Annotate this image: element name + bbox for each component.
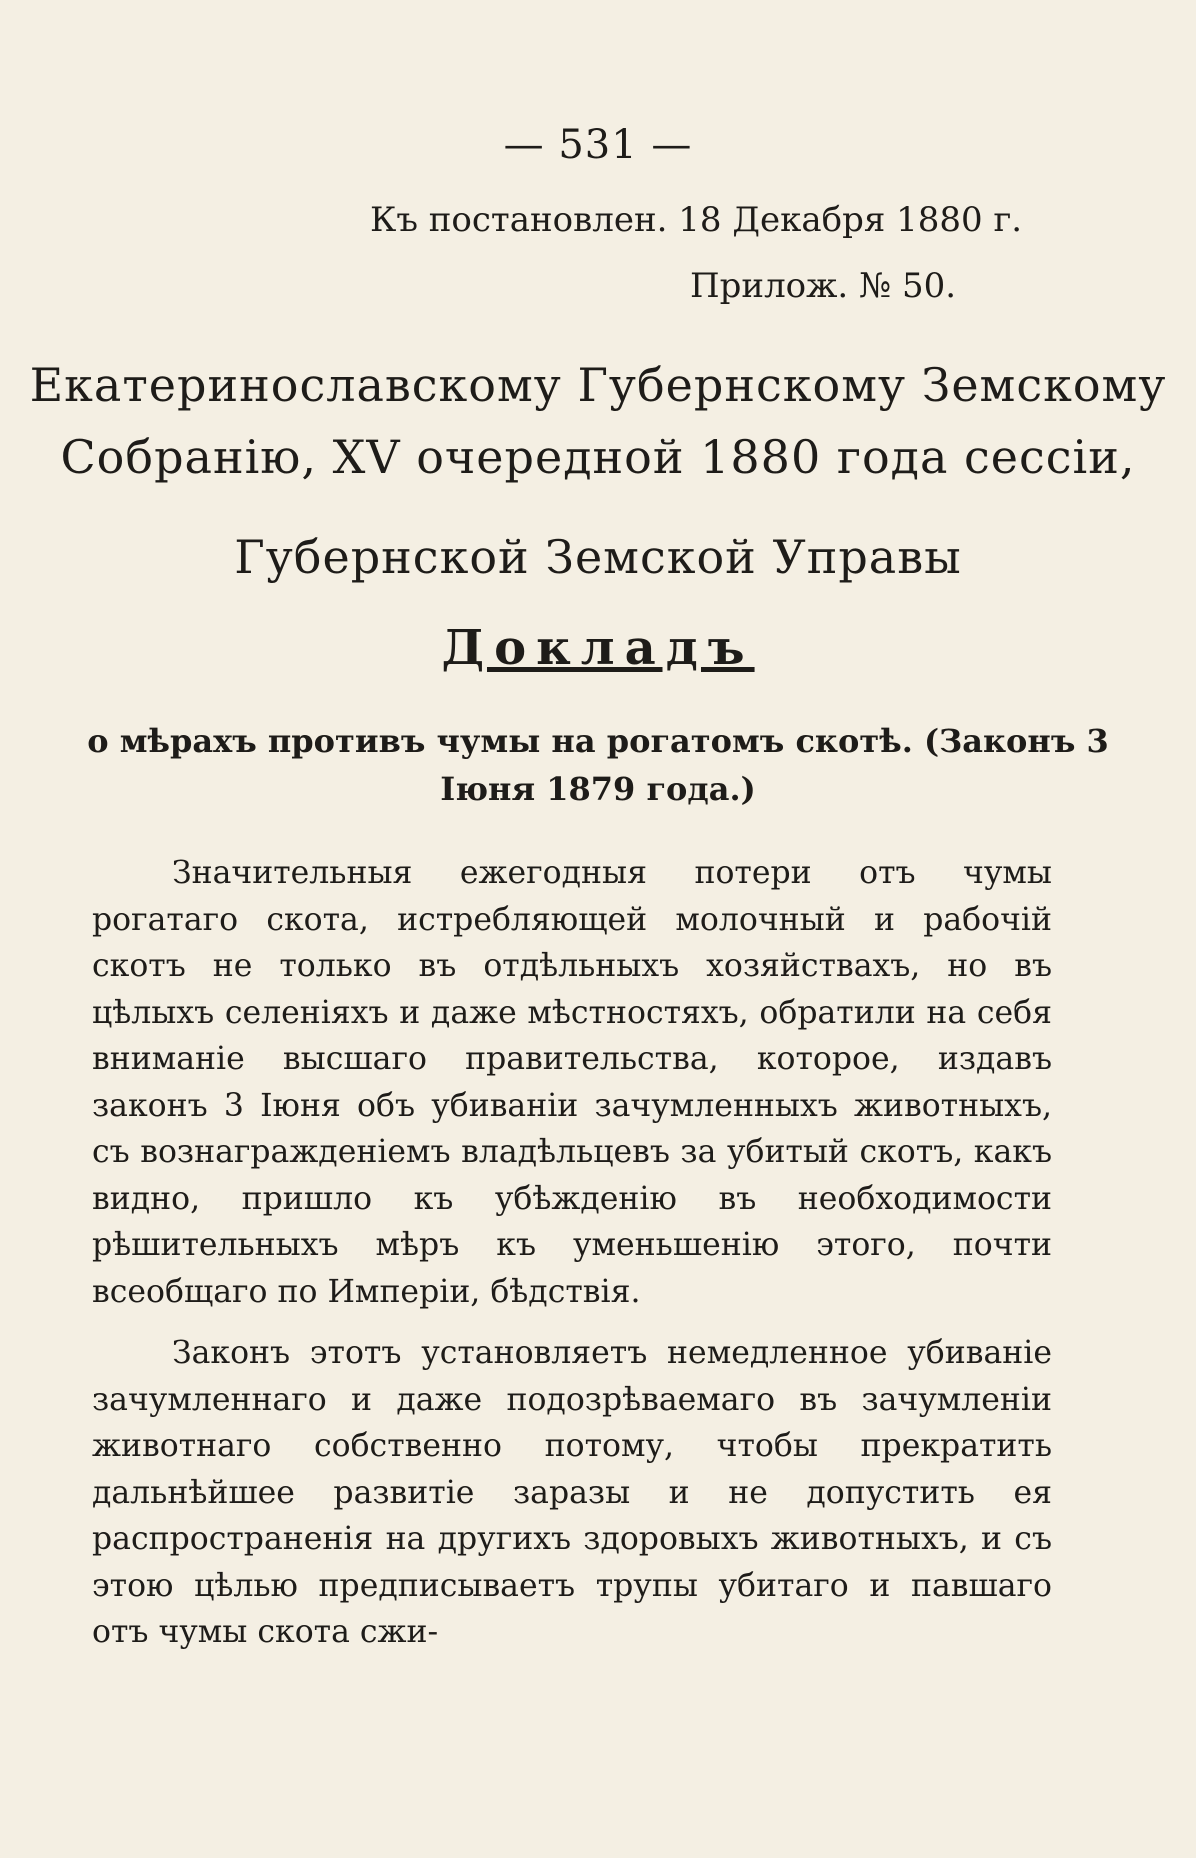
appendix-reference: Прилож. № 50. — [690, 266, 957, 306]
report-heading: Докладъ — [441, 620, 755, 676]
page-number: — 531 — — [503, 122, 693, 168]
title-line-2: Собранію, XV очередной 1880 года сессіи, — [60, 430, 1136, 484]
title-line-3: Губернской Земской Управы — [234, 530, 962, 584]
body-paragraph-2: Законъ этотъ установляетъ немедленное убиваніе зачумленнаго и даже подозрѣваемаго въ зачумленіи животнаго собственно потому, чтобы прекратить дальнѣйшее развитіе заразы и не допустить ея распространенія на другихъ здоровыхъ животныхъ, и съ этою цѣлью предписываетъ трупы убитаго и павшаго отъ чумы скота сжи- — [92, 1335, 1052, 1650]
title-line-1: Екатеринославскому Губернскому Земскому — [29, 358, 1167, 412]
subject-line-2: Іюня 1879 года.) — [440, 770, 756, 808]
subject-line-1: о мѣрахъ противъ чумы на рогатомъ скотѣ. (Законъ 3 — [87, 722, 1109, 760]
body-paragraph-1: Значительныя ежегодныя потери отъ чумы рогатаго скота, истребляющей молочный и рабочій скотъ не только въ отдѣльныхъ хозяйствахъ, но въ цѣлыхъ селеніяхъ и даже мѣстностяхъ, обратили на себя вниманіе высшаго правительства, которое, издавъ законъ 3 Іюня объ убиваніи зачумленныхъ животныхъ, съ вознагражденіемъ владѣльцевъ за убитый скотъ, какъ видно, пришло къ убѣжденію въ необходимости рѣшительныхъ мѣръ къ уменьшенію этого, почти всеобщаго по Имперіи, бѣдствія. — [92, 855, 1052, 1310]
resolution-reference: Къ постановлен. 18 Декабря 1880 г. — [370, 200, 1023, 240]
